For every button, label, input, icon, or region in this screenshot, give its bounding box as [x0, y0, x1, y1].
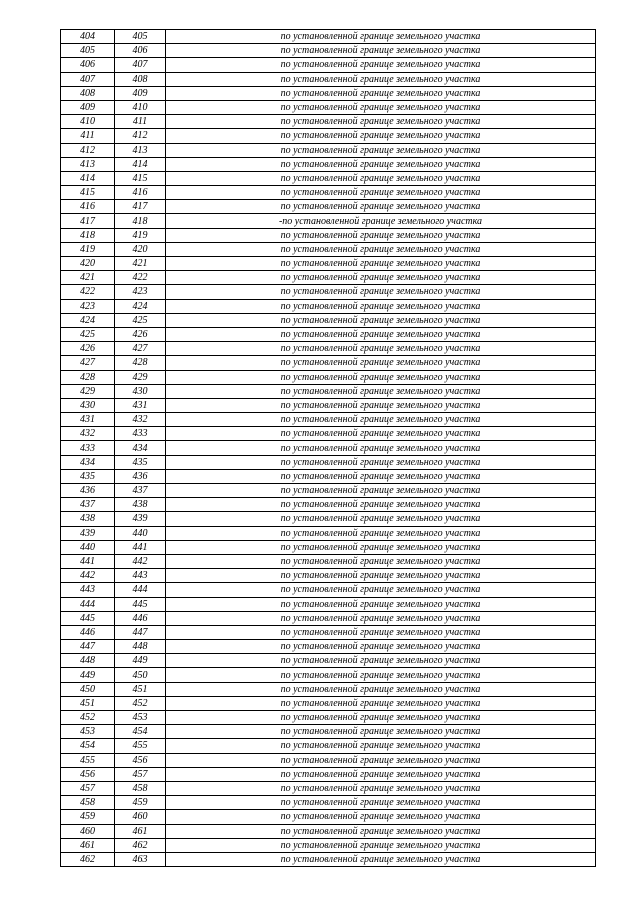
boundary-description-cell: по установленной границе земельного участка — [166, 384, 596, 398]
point-to-cell: 421 — [115, 257, 166, 271]
point-to-cell: 432 — [115, 413, 166, 427]
point-from-cell: 433 — [61, 441, 115, 455]
point-from-cell: 418 — [61, 228, 115, 242]
boundary-description-cell: по установленной границе земельного участка — [166, 100, 596, 114]
table-body — [61, 30, 596, 867]
point-to-cell: 442 — [115, 554, 166, 568]
boundary-description-cell: по установленной границе земельного участка — [166, 370, 596, 384]
table-row — [61, 682, 596, 696]
point-from-cell: 412 — [61, 143, 115, 157]
boundary-description-cell: по установленной границе земельного участка — [166, 413, 596, 427]
table-row — [61, 441, 596, 455]
point-to-cell: 409 — [115, 86, 166, 100]
boundary-description-cell: по установленной границе земельного участка — [166, 313, 596, 327]
table-row — [61, 214, 596, 228]
point-to-cell: 441 — [115, 540, 166, 554]
point-from-cell: 431 — [61, 413, 115, 427]
point-to-cell: 433 — [115, 427, 166, 441]
table-row — [61, 86, 596, 100]
boundary-description-cell: по установленной границе земельного участка — [166, 44, 596, 58]
point-from-cell: 420 — [61, 257, 115, 271]
boundary-description-cell: по установленной границе земельного участка — [166, 271, 596, 285]
table-row — [61, 739, 596, 753]
boundary-description-cell: по установленной границе земельного участка — [166, 186, 596, 200]
boundary-description-cell: по установленной границе земельного участка — [166, 299, 596, 313]
table-row — [61, 327, 596, 341]
table-row — [61, 852, 596, 866]
point-from-cell: 438 — [61, 512, 115, 526]
point-from-cell: 416 — [61, 200, 115, 214]
point-from-cell: 441 — [61, 554, 115, 568]
point-to-cell: 416 — [115, 186, 166, 200]
table-row — [61, 30, 596, 44]
table-row — [61, 427, 596, 441]
boundary-description-cell: по установленной границе земельного участка — [166, 781, 596, 795]
boundary-description-cell: по установленной границе земельного участка — [166, 810, 596, 824]
point-to-cell: 426 — [115, 327, 166, 341]
point-from-cell: 409 — [61, 100, 115, 114]
table-row — [61, 625, 596, 639]
point-to-cell: 419 — [115, 228, 166, 242]
boundary-description-cell: по установленной границе земельного участка — [166, 257, 596, 271]
point-to-cell: 415 — [115, 171, 166, 185]
boundary-description-cell: по установленной границе земельного участка — [166, 30, 596, 44]
point-from-cell: 440 — [61, 540, 115, 554]
point-from-cell: 444 — [61, 597, 115, 611]
boundary-description-cell: по установленной границе земельного участка — [166, 441, 596, 455]
point-to-cell: 434 — [115, 441, 166, 455]
point-to-cell: 439 — [115, 512, 166, 526]
boundary-description-cell: по установленной границе земельного участка — [166, 597, 596, 611]
table-row — [61, 356, 596, 370]
point-to-cell: 461 — [115, 824, 166, 838]
point-to-cell: 429 — [115, 370, 166, 384]
boundary-description-cell: по установленной границе земельного участка — [166, 129, 596, 143]
point-from-cell: 437 — [61, 498, 115, 512]
point-from-cell: 442 — [61, 569, 115, 583]
point-to-cell: 413 — [115, 143, 166, 157]
table-row — [61, 271, 596, 285]
point-from-cell: 421 — [61, 271, 115, 285]
point-from-cell: 405 — [61, 44, 115, 58]
point-to-cell: 412 — [115, 129, 166, 143]
point-from-cell: 406 — [61, 58, 115, 72]
table-row — [61, 569, 596, 583]
table-row — [61, 484, 596, 498]
boundary-description-cell: по установленной границе земельного участка — [166, 356, 596, 370]
point-to-cell: 420 — [115, 242, 166, 256]
table-row — [61, 540, 596, 554]
boundary-description-cell: по установленной границе земельного участка — [166, 682, 596, 696]
point-to-cell: 440 — [115, 526, 166, 540]
point-to-cell: 423 — [115, 285, 166, 299]
point-from-cell: 445 — [61, 611, 115, 625]
boundary-description-cell: по установленной границе земельного участка — [166, 228, 596, 242]
point-from-cell: 462 — [61, 852, 115, 866]
boundary-description-cell: по установленной границе земельного участка — [166, 327, 596, 341]
boundary-description-cell: по установленной границе земельного участка — [166, 115, 596, 129]
table-row — [61, 242, 596, 256]
point-to-cell: 457 — [115, 767, 166, 781]
boundary-description-cell: по установленной границе земельного участка — [166, 157, 596, 171]
point-to-cell: 463 — [115, 852, 166, 866]
point-to-cell: 445 — [115, 597, 166, 611]
point-to-cell: 411 — [115, 115, 166, 129]
boundary-description-cell: по установленной границе земельного участка — [166, 540, 596, 554]
table-row — [61, 129, 596, 143]
point-to-cell: 424 — [115, 299, 166, 313]
point-from-cell: 434 — [61, 455, 115, 469]
boundary-description-cell: по установленной границе земельного участка — [166, 739, 596, 753]
point-from-cell: 461 — [61, 838, 115, 852]
boundary-description-cell: по установленной границе земельного участка — [166, 484, 596, 498]
point-to-cell: 410 — [115, 100, 166, 114]
point-to-cell: 444 — [115, 583, 166, 597]
point-to-cell: 452 — [115, 696, 166, 710]
boundary-description-cell: по установленной границе земельного участка — [166, 285, 596, 299]
point-from-cell: 460 — [61, 824, 115, 838]
point-from-cell: 446 — [61, 625, 115, 639]
table-row — [61, 257, 596, 271]
point-to-cell: 405 — [115, 30, 166, 44]
table-row — [61, 285, 596, 299]
point-from-cell: 448 — [61, 654, 115, 668]
boundary-description-cell: по установленной границе земельного участка — [166, 569, 596, 583]
point-from-cell: 439 — [61, 526, 115, 540]
point-to-cell: 428 — [115, 356, 166, 370]
table-row — [61, 611, 596, 625]
point-to-cell: 443 — [115, 569, 166, 583]
boundary-description-cell: по установленной границе земельного участка — [166, 796, 596, 810]
point-to-cell: 406 — [115, 44, 166, 58]
table-row — [61, 796, 596, 810]
point-from-cell: 458 — [61, 796, 115, 810]
table-row — [61, 640, 596, 654]
boundary-description-cell: по установленной границе земельного участка — [166, 668, 596, 682]
point-to-cell: 454 — [115, 725, 166, 739]
point-to-cell: 453 — [115, 711, 166, 725]
table-row — [61, 186, 596, 200]
table-row — [61, 200, 596, 214]
boundary-description-cell: по установленной границе земельного участка — [166, 86, 596, 100]
table-row — [61, 157, 596, 171]
boundary-description-cell: по установленной границе земельного участка — [166, 398, 596, 412]
point-to-cell: 449 — [115, 654, 166, 668]
point-to-cell: 436 — [115, 469, 166, 483]
point-to-cell: 427 — [115, 342, 166, 356]
table-row — [61, 668, 596, 682]
table-row — [61, 342, 596, 356]
point-from-cell: 422 — [61, 285, 115, 299]
point-from-cell: 432 — [61, 427, 115, 441]
point-from-cell: 414 — [61, 171, 115, 185]
point-from-cell: 427 — [61, 356, 115, 370]
table-row — [61, 72, 596, 86]
boundary-points-table — [60, 29, 596, 867]
boundary-description-cell: по установленной границе земельного участка — [166, 72, 596, 86]
point-from-cell: 429 — [61, 384, 115, 398]
point-from-cell: 408 — [61, 86, 115, 100]
point-from-cell: 415 — [61, 186, 115, 200]
point-from-cell: 410 — [61, 115, 115, 129]
table-row — [61, 115, 596, 129]
table-row — [61, 725, 596, 739]
point-from-cell: 453 — [61, 725, 115, 739]
point-from-cell: 407 — [61, 72, 115, 86]
point-from-cell: 450 — [61, 682, 115, 696]
boundary-description-cell: по установленной границе земельного участка — [166, 824, 596, 838]
table-row — [61, 597, 596, 611]
boundary-description-cell: по установленной границе земельного участка — [166, 753, 596, 767]
point-from-cell: 455 — [61, 753, 115, 767]
point-from-cell: 419 — [61, 242, 115, 256]
point-to-cell: 407 — [115, 58, 166, 72]
point-from-cell: 443 — [61, 583, 115, 597]
point-to-cell: 458 — [115, 781, 166, 795]
table-row — [61, 767, 596, 781]
table-row — [61, 58, 596, 72]
table-row — [61, 824, 596, 838]
point-to-cell: 425 — [115, 313, 166, 327]
point-to-cell: 414 — [115, 157, 166, 171]
point-from-cell: 425 — [61, 327, 115, 341]
table-row — [61, 44, 596, 58]
point-from-cell: 447 — [61, 640, 115, 654]
point-from-cell: 459 — [61, 810, 115, 824]
boundary-description-cell: по установленной границе земельного участка — [166, 767, 596, 781]
table-row — [61, 299, 596, 313]
boundary-description-cell: по установленной границе земельного участка — [166, 696, 596, 710]
point-to-cell: 462 — [115, 838, 166, 852]
boundary-description-cell: по установленной границе земельного участка — [166, 498, 596, 512]
point-to-cell: 417 — [115, 200, 166, 214]
point-from-cell: 413 — [61, 157, 115, 171]
table-row — [61, 554, 596, 568]
point-to-cell: 435 — [115, 455, 166, 469]
point-to-cell: 408 — [115, 72, 166, 86]
table-row — [61, 654, 596, 668]
boundary-description-cell: по установленной границе земельного участка — [166, 526, 596, 540]
point-from-cell: 456 — [61, 767, 115, 781]
boundary-description-cell: по установленной границе земельного участка — [166, 200, 596, 214]
boundary-description-cell: по установленной границе земельного участка — [166, 427, 596, 441]
point-to-cell: 455 — [115, 739, 166, 753]
boundary-description-cell: по установленной границе земельного участка — [166, 58, 596, 72]
boundary-description-cell: по установленной границе земельного участка — [166, 469, 596, 483]
table-row — [61, 711, 596, 725]
point-from-cell: 404 — [61, 30, 115, 44]
boundary-description-cell: по установленной границе земельного участка — [166, 838, 596, 852]
point-to-cell: 459 — [115, 796, 166, 810]
boundary-description-cell: по установленной границе земельного участка — [166, 242, 596, 256]
point-to-cell: 431 — [115, 398, 166, 412]
boundary-description-cell: по установленной границе земельного участка — [166, 171, 596, 185]
boundary-description-cell: по установленной границе земельного участка — [166, 654, 596, 668]
point-from-cell: 457 — [61, 781, 115, 795]
boundary-description-cell: по установленной границе земельного участка — [166, 583, 596, 597]
table-row — [61, 370, 596, 384]
boundary-description-cell: по установленной границе земельного участка — [166, 611, 596, 625]
table-row — [61, 100, 596, 114]
point-to-cell: 447 — [115, 625, 166, 639]
point-from-cell: 435 — [61, 469, 115, 483]
table-row — [61, 398, 596, 412]
point-to-cell: 418 — [115, 214, 166, 228]
boundary-description-cell: по установленной границе земельного участка — [166, 852, 596, 866]
point-to-cell: 430 — [115, 384, 166, 398]
table-row — [61, 313, 596, 327]
point-to-cell: 437 — [115, 484, 166, 498]
point-from-cell: 411 — [61, 129, 115, 143]
point-from-cell: 452 — [61, 711, 115, 725]
table-row — [61, 413, 596, 427]
point-from-cell: 436 — [61, 484, 115, 498]
point-from-cell: 449 — [61, 668, 115, 682]
point-to-cell: 438 — [115, 498, 166, 512]
table-row — [61, 512, 596, 526]
boundary-description-cell: по установленной границе земельного участка — [166, 512, 596, 526]
point-to-cell: 448 — [115, 640, 166, 654]
point-from-cell: 424 — [61, 313, 115, 327]
table-row — [61, 526, 596, 540]
table-row — [61, 143, 596, 157]
table-row — [61, 455, 596, 469]
table-row — [61, 228, 596, 242]
table-row — [61, 781, 596, 795]
boundary-description-cell: по установленной границе земельного участка — [166, 625, 596, 639]
point-from-cell: 430 — [61, 398, 115, 412]
point-from-cell: 451 — [61, 696, 115, 710]
table-row — [61, 384, 596, 398]
boundary-description-cell: по установленной границе земельного участка — [166, 640, 596, 654]
table-row — [61, 469, 596, 483]
boundary-description-cell: по установленной границе земельного участка — [166, 455, 596, 469]
boundary-description-cell: по установленной границе земельного участка — [166, 342, 596, 356]
point-to-cell: 422 — [115, 271, 166, 285]
table-row — [61, 838, 596, 852]
point-to-cell: 456 — [115, 753, 166, 767]
point-from-cell: 417 — [61, 214, 115, 228]
table-row — [61, 696, 596, 710]
boundary-description-cell: по установленной границе земельного участка — [166, 711, 596, 725]
point-to-cell: 451 — [115, 682, 166, 696]
point-to-cell: 460 — [115, 810, 166, 824]
point-from-cell: 423 — [61, 299, 115, 313]
table-row — [61, 753, 596, 767]
boundary-description-cell: по установленной границе земельного участка — [166, 725, 596, 739]
boundary-description-cell: -по установленной границе земельного участка — [166, 214, 596, 228]
table-row — [61, 498, 596, 512]
point-from-cell: 426 — [61, 342, 115, 356]
point-from-cell: 454 — [61, 739, 115, 753]
point-to-cell: 450 — [115, 668, 166, 682]
table-row — [61, 810, 596, 824]
boundary-description-cell: по установленной границе земельного участка — [166, 143, 596, 157]
table-row — [61, 583, 596, 597]
point-from-cell: 428 — [61, 370, 115, 384]
table-row — [61, 171, 596, 185]
point-to-cell: 446 — [115, 611, 166, 625]
boundary-description-cell: по установленной границе земельного участка — [166, 554, 596, 568]
